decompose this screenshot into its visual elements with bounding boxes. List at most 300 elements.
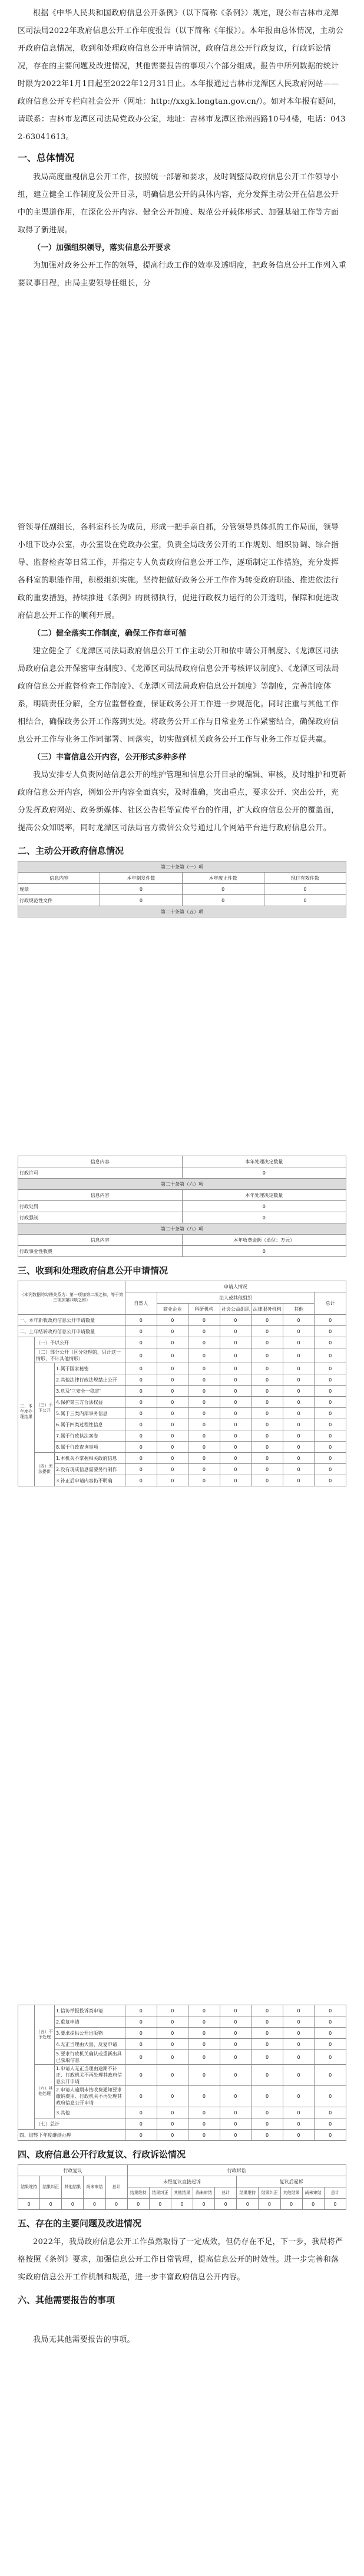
table-cell: 0 <box>125 1419 157 1430</box>
section1-subtitle-3: （三）丰富信息公开内容，公开形式多种多样 <box>33 753 187 762</box>
table-cell: 0 <box>149 2199 171 2210</box>
table-header-group: 行政复议 <box>18 2165 128 2176</box>
table-cell: 0 <box>182 1201 346 1212</box>
table-row <box>18 1315 346 1326</box>
table-header: 结果维持 <box>237 2187 259 2199</box>
table-cell: 0 <box>280 2199 302 2210</box>
table-cell: 0 <box>283 1442 315 1453</box>
table-row-label: 3.要求提供公开出版物 <box>55 2028 125 2039</box>
section1-paragraph-2a: 为加强对政务公开工作的领导，提高行政工作的效率及透明度，把政务信息公开工作列入重要议事日程，由局主要领导任组长，分 <box>18 261 347 288</box>
table-row-label: 2.申请人逾期未按收费通知要求缴纳费用、行政机关不再处理其政府信息公开申请 <box>55 2086 125 2107</box>
table-cell: 0 <box>252 1442 283 1453</box>
table-cell: 0 <box>157 1386 188 1397</box>
table-cell: 0 <box>157 1397 188 1408</box>
table-row-label: 3.危及'三安全一稳定' <box>55 1386 125 1397</box>
table-cell: 0 <box>220 2050 252 2065</box>
table-cell: 0 <box>283 1408 315 1419</box>
table-row <box>18 2065 346 2086</box>
table-cell: 0 <box>315 1408 346 1419</box>
table-header: 科研机构 <box>188 1304 220 1315</box>
table-cell: 0 <box>315 2039 346 2050</box>
table-header-sub: 未经复议直接起诉 <box>127 2176 237 2187</box>
table-row-label: 3.其他 <box>55 2107 125 2118</box>
table-cell: 0 <box>62 2199 84 2210</box>
table-cell: 0 <box>283 1374 315 1386</box>
table-cell: 0 <box>188 2065 220 2086</box>
table-row-label: 6.属于四类过程性信息 <box>55 1419 125 1430</box>
table-cell: 0 <box>315 1315 346 1326</box>
table-cell: 0 <box>157 1430 188 1442</box>
table-cell: 0 <box>188 1408 220 1419</box>
table-cell: 0 <box>220 1464 252 1475</box>
table-review-litigation <box>18 2164 346 2210</box>
table-cell: 0 <box>220 1374 252 1386</box>
table-cell: 0 <box>157 1326 188 1337</box>
table-cell: 0 <box>252 1326 283 1337</box>
table-cell: 0 <box>252 2107 283 2118</box>
section3-title: 三、收到和处理政府信息公开申请情况 <box>18 1265 168 1276</box>
intro-paragraph: 根据《中华人民共和国政府信息公开条例》（以下简称《条例》）规定，现公布吉林市龙潭区司法局2022年政府信息公开工作年度报告（以下简称《年报》）。本年报由总体情况，主动公开政府信息情况，收到和处理政府信息公开申请情况，政府信息公开行政复议，行政诉讼情况，存在的主要问题及改进情况，其他需要报告的事项六个部分组成。报告中所列数据的统计时限为2022年1月1日起至2022年12月31日止。本年报通过吉林市龙潭区人民政府网站——政府信息公开专栏向社会公开（网址：http://xxgk.longtan.gov.cn/）。如对本年报有疑问，请联系：吉林市龙潭区司法局党政办公室，地址：吉林市龙潭区徐州西路10号4楼，电话：0432-63041613。 <box>18 9 346 142</box>
table-band: 第二十条第（一）项 <box>18 861 346 873</box>
table-cell: 0 <box>188 1363 220 1374</box>
table-cell: 0 <box>315 2065 346 2086</box>
table-cell: 0 <box>188 1386 220 1397</box>
table-cell: 0 <box>125 2065 157 2086</box>
table-cell: 0 <box>252 2050 283 2065</box>
table-cell: 0 <box>125 1408 157 1419</box>
table-cell: 0 <box>252 1430 283 1442</box>
table-row-label: 1.信访举报投诉类申请 <box>55 2005 125 2016</box>
table-cell: 0 <box>283 1326 315 1337</box>
table-cell: 0 <box>127 2199 149 2210</box>
table-band: 第二十条第（八）项 <box>18 1223 346 1235</box>
table-cell: 0 <box>157 2039 188 2050</box>
table-cell: 0 <box>188 2028 220 2039</box>
table-cell: 0 <box>315 1475 346 1486</box>
table-header: 本年处理决定数量 <box>182 1190 346 1201</box>
table-row-label: 5.属于三类内部事务信息 <box>55 1408 125 1419</box>
table-cell: 0 <box>157 2065 188 2086</box>
table-cell: 0 <box>264 884 346 895</box>
table-cell: 0 <box>283 1363 315 1374</box>
table-cell: 0 <box>315 2016 346 2028</box>
table-cell: 0 <box>283 1464 315 1475</box>
table-cell: 0 <box>283 2107 315 2118</box>
table-cell: 0 <box>315 1464 346 1475</box>
table-row-label: （一）予以公开 <box>35 1337 125 1348</box>
table-header: 本年处理决定数量 <box>182 1156 346 1167</box>
table-cell: 0 <box>188 1419 220 1430</box>
table-cell: 0 <box>220 2130 252 2141</box>
table-row <box>18 2130 346 2141</box>
section1-subtitle-1: （一）加强组织领导，落实信息公开要求 <box>33 244 171 252</box>
table-row <box>18 1337 346 1348</box>
table-cell: 0 <box>125 1348 157 1363</box>
table-cell: 0 <box>315 1326 346 1337</box>
table-cell: 0 <box>188 1442 220 1453</box>
table-cell: 0 <box>125 2028 157 2039</box>
table-cell: 0 <box>315 2130 346 2141</box>
table-cell: 0 <box>188 1475 220 1486</box>
table-cell: 0 <box>220 1326 252 1337</box>
table-cell: 0 <box>220 1315 252 1326</box>
table-cell: 0 <box>182 1212 346 1223</box>
table-row-label: 二、上年结转政府信息公开申请数量 <box>18 1326 125 1337</box>
table-cell: 0 <box>315 1442 346 1453</box>
table-band: 第二十条第（六）项 <box>18 1179 346 1190</box>
table-header: 信息内容 <box>18 873 100 884</box>
table-cell: 0 <box>283 2086 315 2107</box>
table-cell: 0 <box>283 1386 315 1397</box>
table-row-label: 7.属于行政执法案卷 <box>55 1430 125 1442</box>
table-header: 其他结果 <box>280 2187 302 2199</box>
table-row <box>18 1167 346 1179</box>
table-row <box>18 2086 346 2107</box>
section1-subtitle-2: （二）健全落实工作制度，确保工作有章可循 <box>33 629 187 638</box>
table-header: 本年废止件数 <box>182 873 264 884</box>
table-cell: 0 <box>220 1430 252 1442</box>
table-row-label: 5.要求行政机关确认或重新出具已获取信息 <box>55 2050 125 2065</box>
table-cell: 0 <box>84 2199 105 2210</box>
table-cell: 0 <box>252 2118 283 2130</box>
table-cell: 0 <box>125 1386 157 1397</box>
table-row <box>18 1363 346 1374</box>
table-cell: 0 <box>220 1363 252 1374</box>
table-header: 总计 <box>105 2176 127 2199</box>
table-header-group: 申请人情况 <box>125 1281 346 1292</box>
table-cell: 0 <box>283 2028 315 2039</box>
table-cell: 0 <box>157 2016 188 2028</box>
table-row-label: 2.没有现成信息需要另行制作 <box>55 1464 125 1475</box>
table-row <box>18 2028 346 2039</box>
table-regulations <box>18 861 346 917</box>
table-cell: 0 <box>252 1315 283 1326</box>
table-group-label: （三）不予公开 <box>35 1363 55 1453</box>
table-cell: 0 <box>105 2199 127 2210</box>
table-header: 总计 <box>215 2187 237 2199</box>
table-header-sub: 复议后起诉 <box>237 2176 346 2187</box>
table-cell: 0 <box>220 2118 252 2130</box>
table-cell: 0 <box>315 2005 346 2016</box>
table-cell: 0 <box>252 2039 283 2050</box>
table-cell: 0 <box>252 1475 283 1486</box>
table-cell: 0 <box>252 1348 283 1363</box>
table-cell: 0 <box>157 1475 188 1486</box>
table-row <box>18 1246 346 1257</box>
table-cell: 0 <box>283 1348 315 1363</box>
table-cell: 规章 <box>18 884 100 895</box>
table-cell: 0 <box>220 2086 252 2107</box>
table-permits <box>18 1156 346 1257</box>
table-row-label: 2.其他法律行政法规禁止公开 <box>55 1374 125 1386</box>
section5-title: 五、存在的主要问题及改进情况 <box>18 2218 142 2229</box>
table-cell: 0 <box>188 1397 220 1408</box>
table-applications-part2 <box>18 2005 346 2141</box>
table-group-label: （六）其他处理 <box>35 2065 55 2118</box>
table-cell: 0 <box>220 1442 252 1453</box>
table-cell: 0 <box>220 1337 252 1348</box>
table-row-label: （二）部分公开（区分处理的，只计这一情形，不计其他情形） <box>35 1348 125 1363</box>
table-header-left: （本列数据的勾稽关系为：第一项加第二项之和，等于第三项加第四项之和） <box>18 1281 125 1315</box>
table-cell: 0 <box>220 2016 252 2028</box>
table-cell: 0 <box>252 2016 283 2028</box>
table-header: 其他 <box>283 1304 315 1315</box>
table-cell: 0 <box>252 1386 283 1397</box>
table-cell: 0 <box>220 2005 252 2016</box>
table-cell: 0 <box>220 2107 252 2118</box>
table-row <box>18 2050 346 2065</box>
table-row <box>18 1374 346 1386</box>
table-row-label: 一、本年新收政府信息公开申请数量 <box>18 1315 125 1326</box>
table-cell: 0 <box>220 1453 252 1464</box>
table-cell: 0 <box>315 1453 346 1464</box>
table-cell: 0 <box>315 1363 346 1374</box>
table-cell: 0 <box>157 2130 188 2141</box>
table-cell: 0 <box>252 2005 283 2016</box>
table-header-group: 行政诉讼 <box>127 2165 346 2176</box>
table-cell: 0 <box>315 1430 346 1442</box>
table-row <box>18 1212 346 1223</box>
table-cell: 0 <box>283 1337 315 1348</box>
table-cell: 0 <box>157 1453 188 1464</box>
table-cell: 0 <box>252 1337 283 1348</box>
section1-paragraph-4: 我局安排专人负责网站信息公开的维护管理和信息公开目录的编辑、审核，及时维护和更新政府信息公开内容，例如公开内容全面真实，及时准确，突出重点，要求公开、突出公开，充分发挥政府网站、政务新媒体、社区公告栏等宣传平台的作用，扩大政府信息公开的覆盖面，提高公众知晓率，同时龙潭区司法局官方微信公众号通过几个网站平台进行政府信息公开。 <box>18 771 347 833</box>
section1-paragraph-1: 我局高度重视信息公开工作，按照统一部署和要求，及时调整局政府信息公开工作领导小组，建立健全工作制度及公开目录，明确信息公开的具体内容，充分发挥主动公开在信息公开中的主渠道作用，在深化公开内容、健全公开制度、规范公开载体形式、加强基础工作等方面取得了新进展。 <box>18 173 339 235</box>
table-header: 商业企业 <box>157 1304 188 1315</box>
table-cell: 0 <box>157 2005 188 2016</box>
table-cell: 0 <box>315 1348 346 1363</box>
table-cell: 0 <box>283 2016 315 2028</box>
table-row-label: （七）总计 <box>35 2118 125 2130</box>
table-cell: 0 <box>188 2107 220 2118</box>
table-cell: 行政许可 <box>18 1167 183 1179</box>
table-cell: 0 <box>252 1374 283 1386</box>
table-cell: 0 <box>315 1386 346 1397</box>
table-cell: 0 <box>125 2050 157 2065</box>
table-cell: 0 <box>252 1363 283 1374</box>
table-cell: 0 <box>220 2065 252 2086</box>
report-sheet-3 <box>18 1156 346 1486</box>
table-cell: 0 <box>220 1419 252 1430</box>
table-header: 法律服务机构 <box>252 1304 283 1315</box>
section1-paragraph-2b: 管领导任副组长，各科室科长为成员，形成一把手亲自抓，分管领导具体抓的工作局面，领导小组下设办公室，办公室设在党政办公室，负责全局政务公开的工作规划、组织协调、综合指导、监督检查等日常工作，并指定专人负责政府信息公开工作，逐项制定工作措施，充分发挥各科室的职能作用，积极组织实施。坚持把做好政务公开工作作为转变政府职能、推进依法行政的重要措施，持续推进《条例》的贯彻执行，促进行政权力运行的公开透明，保障和促进政府信息公开工作的顺利开展。 <box>18 523 339 620</box>
table-cell: 0 <box>315 2086 346 2107</box>
table-cell: 0 <box>125 1442 157 1453</box>
table-row <box>18 1475 346 1486</box>
table-cell: 0 <box>182 1167 346 1179</box>
table-cell: 0 <box>264 895 346 906</box>
table-cell: 0 <box>18 2199 40 2210</box>
table-header: 其他结果 <box>171 2187 193 2199</box>
table-row <box>18 1386 346 1397</box>
table-cell: 0 <box>283 2050 315 2065</box>
table-cell: 0 <box>125 1397 157 1408</box>
table-row <box>18 1201 346 1212</box>
table-cell: 0 <box>315 2107 346 2118</box>
table-cell: 0 <box>182 895 264 906</box>
table-cell: 0 <box>125 1337 157 1348</box>
table-cell: 0 <box>125 1326 157 1337</box>
table-cell: 0 <box>125 1430 157 1442</box>
table-header: 尚未审结 <box>84 2176 105 2199</box>
table-cell: 0 <box>252 2065 283 2086</box>
table-cell: 0 <box>157 1442 188 1453</box>
table-cell: 0 <box>125 2118 157 2130</box>
table-cell: 行政规范性文件 <box>18 895 100 906</box>
table-cell: 0 <box>188 1315 220 1326</box>
table-header: 自然人 <box>125 1292 157 1315</box>
table-cell: 0 <box>125 1363 157 1374</box>
table-row-label: 1.本机关不掌握相关政府信息 <box>55 1453 125 1464</box>
table-cell: 0 <box>157 1348 188 1363</box>
table-header: 现行有效件数 <box>264 873 346 884</box>
table-header: 总计 <box>315 1292 346 1315</box>
table-cell: 0 <box>252 1397 283 1408</box>
table-cell: 0 <box>252 1464 283 1475</box>
table-cell: 0 <box>125 1315 157 1326</box>
table-row <box>18 1397 346 1408</box>
table-header: 本年制发件数 <box>100 873 182 884</box>
table-cell: 0 <box>220 1475 252 1486</box>
table-cell: 0 <box>100 884 182 895</box>
table-cell: 0 <box>315 1397 346 1408</box>
table-row <box>18 1442 346 1453</box>
table-row <box>18 2199 346 2210</box>
table-cell: 0 <box>157 1337 188 1348</box>
table-cell: 0 <box>157 1464 188 1475</box>
table-row <box>18 1348 346 1363</box>
table-row <box>18 1430 346 1442</box>
table-cell: 行政事业性收费 <box>18 1246 183 1257</box>
table-cell: 0 <box>157 2086 188 2107</box>
table-cell: 0 <box>283 1475 315 1486</box>
table-row <box>18 2107 346 2118</box>
table-header: 结果维持 <box>18 2176 40 2199</box>
table-cell: 0 <box>283 2130 315 2141</box>
table-cell: 0 <box>220 1348 252 1363</box>
table-cell: 0 <box>283 1419 315 1430</box>
table-band: 第二十条第（五）项 <box>18 906 346 917</box>
table-cell: 0 <box>157 2050 188 2065</box>
table-cell: 0 <box>188 2118 220 2130</box>
table-cell: 0 <box>125 2130 157 2141</box>
table-cell: 0 <box>188 2050 220 2065</box>
table-cell: 0 <box>125 1453 157 1464</box>
table-cell: 0 <box>283 2039 315 2050</box>
report-sheet-2 <box>18 519 346 917</box>
section1-paragraph-3: 建立健全了《龙潭区司法局政府信息公开工作主动公开和依申请公开制度》、《龙潭区司法局政府信息公开保密审查制度》、《龙潭区司法局政府信息公开考核评议制度》、《龙潭区司法局政府信息公开监督检查工作制度》、《龙潭区司法局政府信息公开制度》等制度，完善制度体系，明确责任分解，全方位监督检查，保证政务公开工作进一步规范化。同时注重与其他工作相结合，确保政务公开工作落到实处。将政务公开工作与日常业务工作紧密结合，确保政府信息公开工作与业务工作同部署、同落实，切实做到机关政务公开工作与业务工作互促共赢。 <box>18 647 339 744</box>
table-row <box>18 1453 346 1464</box>
table-cell: 0 <box>302 2199 324 2210</box>
table-row-label: 1.属于国家秘密 <box>55 1363 125 1374</box>
table-row <box>18 1419 346 1430</box>
table-cell: 0 <box>188 1326 220 1337</box>
table-cell: 0 <box>324 2199 346 2210</box>
section1-title: 一、总体情况 <box>18 152 75 163</box>
table-cell: 0 <box>220 2039 252 2050</box>
table-cell: 0 <box>283 1453 315 1464</box>
table-cell: 0 <box>125 1374 157 1386</box>
table-cell: 0 <box>188 2039 220 2050</box>
table-cell: 0 <box>171 2199 193 2210</box>
table-cell: 0 <box>40 2199 62 2210</box>
table-header: 总计 <box>324 2187 346 2199</box>
table-cell: 0 <box>252 2028 283 2039</box>
section6-paragraph: 我局无其他需要报告的事项。 <box>33 2335 135 2344</box>
table-header: 结果维持 <box>127 2187 149 2199</box>
table-row-label: 8.属于行政查询事项 <box>55 1442 125 1453</box>
table-row <box>18 884 346 895</box>
table-row-label: 4.保护第三方合法权益 <box>55 1397 125 1408</box>
table-cell: 行政强制 <box>18 1212 183 1223</box>
table-header: 尚未审结 <box>302 2187 324 2199</box>
table-cell: 0 <box>283 2065 315 2086</box>
table-cell: 0 <box>188 2016 220 2028</box>
table-cell: 0 <box>220 2028 252 2039</box>
table-cell: 0 <box>182 884 264 895</box>
report-sheet-4 <box>18 2005 346 2349</box>
table-group-label: （四）无法提供 <box>35 1453 55 1486</box>
table-cell: 0 <box>157 1374 188 1386</box>
table-cell: 0 <box>283 1397 315 1408</box>
table-cell: 0 <box>157 1419 188 1430</box>
table-cell: 0 <box>315 2118 346 2130</box>
table-row <box>18 2005 346 2016</box>
table-header: 其他结果 <box>62 2176 84 2199</box>
table-cell: 0 <box>188 1374 220 1386</box>
table-cell: 0 <box>100 895 182 906</box>
table-header: 信息内容 <box>18 1235 183 1246</box>
table-cell: 0 <box>252 1419 283 1430</box>
table-cell: 0 <box>157 2028 188 2039</box>
table-cell: 0 <box>125 2107 157 2118</box>
table-cell: 0 <box>125 2005 157 2016</box>
table-row <box>18 1464 346 1475</box>
table-row-label: 3.补正后申请内容仍不明确 <box>55 1475 125 1486</box>
table-cell: 0 <box>157 1408 188 1419</box>
table-cell: 0 <box>188 1337 220 1348</box>
table-header: 社会公益组织 <box>220 1304 252 1315</box>
table-cell: 0 <box>237 2199 259 2210</box>
table-cell: 0 <box>157 1315 188 1326</box>
table-cell: 0 <box>315 2028 346 2039</box>
table-row-label: 2.重复申请 <box>55 2016 125 2028</box>
table-cell: 0 <box>125 2086 157 2107</box>
table-cell: 0 <box>315 1374 346 1386</box>
table-cell: 0 <box>182 1246 346 1257</box>
table-cell: 0 <box>220 1408 252 1419</box>
table-cell: 0 <box>188 2005 220 2016</box>
table-cell: 0 <box>193 2199 215 2210</box>
table-cell: 0 <box>283 2005 315 2016</box>
table-applications-part1 <box>18 1281 346 1486</box>
table-cell: 0 <box>188 2130 220 2141</box>
table-group-label <box>18 2005 35 2130</box>
table-cell: 行政处罚 <box>18 1201 183 1212</box>
table-group-label: 三、本年度办理结果 <box>18 1337 35 1486</box>
table-cell: 0 <box>125 2016 157 2028</box>
table-row <box>18 2118 346 2130</box>
table-cell: 0 <box>157 1363 188 1374</box>
table-cell: 0 <box>188 1348 220 1363</box>
table-cell: 0 <box>315 1419 346 1430</box>
table-row <box>18 1326 346 1337</box>
table-header: 尚未审结 <box>193 2187 215 2199</box>
table-cell: 0 <box>215 2199 237 2210</box>
table-cell: 0 <box>125 2039 157 2050</box>
table-cell: 0 <box>188 1464 220 1475</box>
table-row-label: 1.申请人无正当理由逾期不补正、行政机关不再处理其政府信息公开申请 <box>55 2065 125 2086</box>
